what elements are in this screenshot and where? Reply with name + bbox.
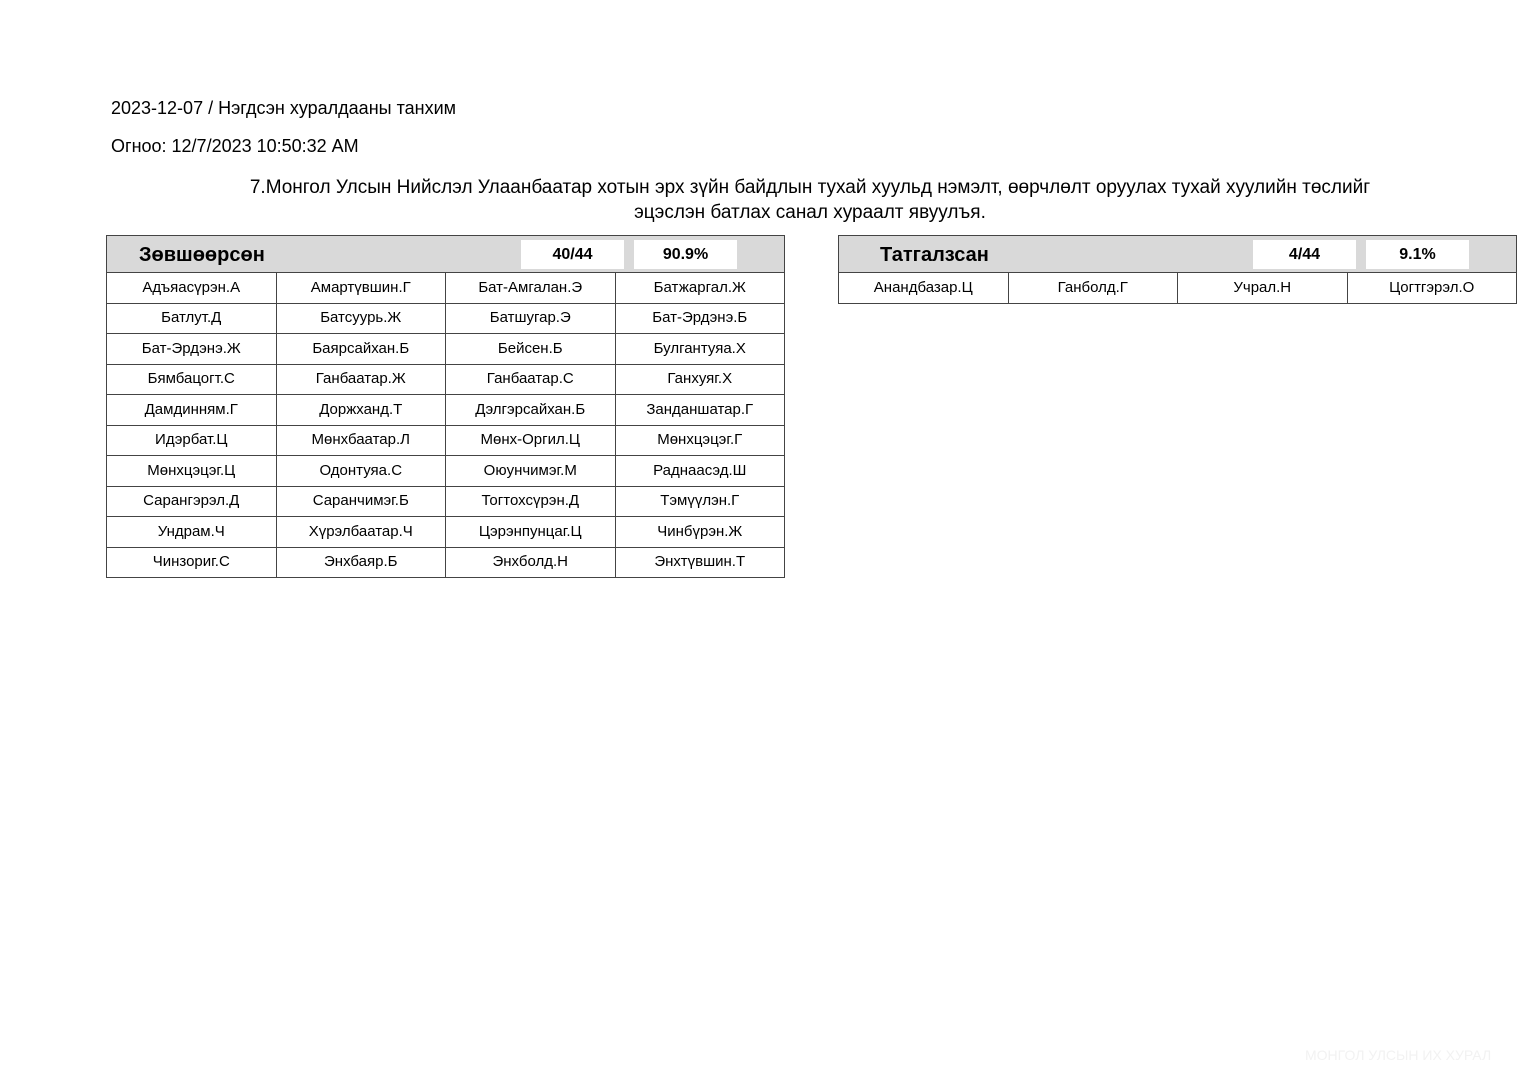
member-name: Мөнх-Оргил.Ц [446, 425, 616, 456]
member-name: Энхболд.Н [446, 547, 616, 578]
member-name: Дэлгэрсайхан.Б [446, 395, 616, 426]
rejected-table [838, 273, 1517, 304]
member-name: Ганболд.Г [1008, 273, 1178, 303]
watermark: МОНГОЛ УЛСЫН ИХ ХУРАЛ [1305, 1047, 1492, 1063]
member-name: Батсуурь.Ж [276, 303, 446, 334]
member-name: Бат-Эрдэнэ.Ж [107, 334, 277, 365]
member-name: Чинзориг.С [107, 547, 277, 578]
table-row [107, 273, 785, 303]
table-row [107, 456, 785, 487]
member-name: Бат-Эрдэнэ.Б [615, 303, 785, 334]
member-name: Мөнхцэцэг.Ц [107, 456, 277, 487]
table-row [107, 364, 785, 395]
member-name: Адъяасүрэн.А [107, 273, 277, 303]
member-name: Сарангэрэл.Д [107, 486, 277, 517]
member-name: Батжаргал.Ж [615, 273, 785, 303]
member-name: Саранчимэг.Б [276, 486, 446, 517]
date-label: Огноо: [111, 136, 167, 156]
table-row [107, 517, 785, 548]
member-name: Ганхуяг.Х [615, 364, 785, 395]
member-name: Тэмүүлэн.Г [615, 486, 785, 517]
rejected-count: 4/44 [1253, 240, 1356, 269]
member-name: Оюунчимэг.М [446, 456, 616, 487]
member-name: Энхтүвшин.Т [615, 547, 785, 578]
rejected-panel [838, 235, 1517, 304]
member-name: Анандбазар.Ц [839, 273, 1009, 303]
member-name: Раднаасэд.Ш [615, 456, 785, 487]
rejected-header [838, 235, 1517, 273]
member-name: Баярсайхан.Б [276, 334, 446, 365]
member-name: Батшугар.Э [446, 303, 616, 334]
date-line [111, 135, 359, 157]
table-row [107, 303, 785, 334]
vote-question-line-2: эцэслэн батлах санал хураалт явуулъя. [634, 202, 986, 223]
member-name: Учрал.Н [1178, 273, 1348, 303]
member-name: Цогтгэрэл.О [1347, 273, 1517, 303]
table-row [107, 486, 785, 517]
member-name: Ундрам.Ч [107, 517, 277, 548]
member-name: Амартүвшин.Г [276, 273, 446, 303]
member-name: Бат-Амгалан.Э [446, 273, 616, 303]
member-name: Бямбацогт.С [107, 364, 277, 395]
approved-table [106, 273, 785, 578]
session-line: 2023-12-07 / Нэгдсэн хуралдааны танхим [111, 98, 456, 118]
member-name: Доржханд.Т [276, 395, 446, 426]
member-name: Тогтохсүрэн.Д [446, 486, 616, 517]
rejected-percent: 9.1% [1366, 240, 1469, 269]
table-row [107, 425, 785, 456]
member-name: Занданшатар.Г [615, 395, 785, 426]
member-name: Ганбаатар.С [446, 364, 616, 395]
vote-question-line-1: 7.Монгол Улсын Нийслэл Улаанбаатар хотын эрх зүйн байдлын тухай хуульд нэмэлт, өөрчлөлт оруулах тухай хуулийн төслийг [249, 177, 1371, 198]
member-name: Дамдинням.Г [107, 395, 277, 426]
approved-count: 40/44 [521, 240, 624, 269]
table-row [839, 273, 1517, 303]
member-name: Хүрэлбаатар.Ч [276, 517, 446, 548]
table-row [107, 547, 785, 578]
member-name: Чинбүрэн.Ж [615, 517, 785, 548]
table-row [107, 395, 785, 426]
member-name: Мөнхбаатар.Л [276, 425, 446, 456]
approved-panel [106, 235, 785, 578]
member-name: Энхбаяр.Б [276, 547, 446, 578]
member-name: Мөнхцэцэг.Г [615, 425, 785, 456]
member-name: Бейсен.Б [446, 334, 616, 365]
rejected-title: Татгалзсан [880, 244, 989, 266]
member-name: Идэрбат.Ц [107, 425, 277, 456]
vote-question [150, 175, 1470, 225]
approved-header [106, 235, 785, 273]
member-name: Одонтуяа.С [276, 456, 446, 487]
table-row [107, 334, 785, 365]
approved-percent: 90.9% [634, 240, 737, 269]
member-name: Батлут.Д [107, 303, 277, 334]
approved-title: Зөвшөөрсөн [139, 244, 265, 266]
member-name: Ганбаатар.Ж [276, 364, 446, 395]
member-name: Цэрэнпунцаг.Ц [446, 517, 616, 548]
member-name: Булгантуяа.Х [615, 334, 785, 365]
date-value: 12/7/2023 10:50:32 AM [171, 136, 359, 156]
